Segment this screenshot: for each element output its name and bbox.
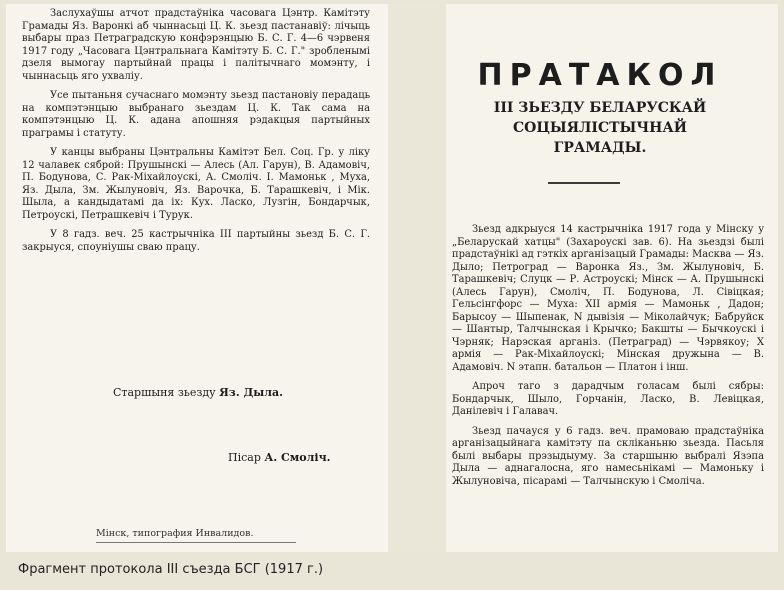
right-paragraph-2: Апроч таго з дарадчым голасам былі сябры: Бондарчык, Шыло, Горчанін, Ласко, В. Левіцкая, Данілевіч і Галавач. (452, 381, 764, 417)
left-paragraph-2: Усе пытаньня сучаснаго момэнту зьезд пастановіу перадаць на компэтэнцыю выбранаго зьездам Ц. К. Так сама на компэтэнцыю Ц. К. адана апошняя рэдакцыя партыйных праграмы і статуту. (22, 90, 370, 139)
left-paragraph-4: У 8 гадз. веч. 25 кастрычніка III партыйны зьезд Б. С. Г. закрыуся, споуніушы сваю працу. (22, 229, 370, 253)
right-paragraph-1: Зьезд адкрыуся 14 кастрычніка 1917 года у Мінску у „Беларускай хатцы" (Захароускі зав. 6). На зьездзі былі прадстаўнікі ад гэткіх арганізацый Грамады: Масква — Яз. Дыло; Петроград — Варонка Яз., Зм. Жылуновіч, Б. Тарашкевіч; Слуцк — Р. Астроускі; Мінск — А. Прушынскі (Алесь Гарун), Смоліч, П. Бодунова, Л. Сівіцкая; Гельсінгфорс — Муха: XII армія — Мамоньк , Дадон; Барысоу — Шыпенак, N дывізія — Міколайчук; Бабруйск — Шантыр, Талчынская і Крычко; Бакшты — Бычкоускі і Чэрняк; Нарэская арганіз. (Петраград) — Чэрвякоу; Х армія — Рак-Міхайлоускі; Мінская дружына — В. Адамовіч. N этапн. батальон — Платон і інш. (452, 224, 764, 373)
left-column-text (22, 8, 370, 261)
left-paragraph-1: Заслухаўшы атчот прадстаўніка часовага Цэнтр. Камітэту Грамады Яз. Варонкі аб чыннасьці Ц. К. зьезд пастанавіў: лічыць выбары праз Петраградскую конфэрэнцыю Б. С. Г. 4—6 чэрвеня 1917 году „Часовага Цэнтральнага Камітэту Б. С. Г." зробленымі дзеля вымогау партыйнай працы і палітычнаго момэнту, і чыннасьць яго ухваліу. (22, 8, 370, 82)
subtitle-line-1: III ЗЬЕЗДУ БЕЛАРУСКАЙ СОЦЫЯЛІСТЫЧНАЙ (493, 100, 707, 136)
protocol-title: ПРАТАКОЛ (477, 58, 723, 93)
subtitle-line-2: ГРАМАДЫ. (553, 140, 647, 156)
title-divider (548, 182, 620, 184)
chairman-signature (113, 386, 283, 399)
left-paragraph-3: У канцы выбраны Цэнтральны Камітэт Бел. Соц. Гр. у ліку 12 чалавек сяброй: Прушынскі — Алесь (Ал. Гарун), В. Адамовіч, П. Бодунова, С. Рак-Міхайлоускі, А. Смоліч. І. Мамоньк , Муха, Яз. Дыла, Зм. Жылуновіч, Яз. Варочка, Б. Тарашкевіч, і Мік. Шыла, а кандыдатамі да іх: Кух. Ласко, Лузгін, Бондарчык, Петроускі, Петрашкевіч і Турук. (22, 147, 370, 221)
right-column-text (452, 224, 764, 495)
printer-imprint: Мінск, типография Инвалидов. (96, 528, 254, 539)
imprint-rule (96, 542, 296, 543)
chairman-label: Старшыня зьезду (113, 386, 216, 399)
secretary-label: Пісар (228, 451, 261, 464)
secretary-signature (228, 451, 330, 464)
right-paragraph-3: Зьезд пачауся у 6 гадз. веч. прамоваю прадстаўніка арганізацыйнага камітэту па скліканьню зьезда. Пасьля былі выбары прэзыдыуму. За старшыню выбралі Язэпа Дыла — аднагалосна, яго намесьнікамі — Мамоньку і Жылуновіча, пісарамі — Талчынскую і Смоліча. (452, 425, 764, 487)
chairman-name: Яз. Дыла. (219, 386, 283, 399)
image-caption: Фрагмент протокола III съезда БСГ (1917 г.) (18, 562, 324, 577)
secretary-name: А. Смоліч. (264, 451, 331, 464)
protocol-subtitle (442, 98, 758, 158)
page-gutter (388, 4, 446, 552)
